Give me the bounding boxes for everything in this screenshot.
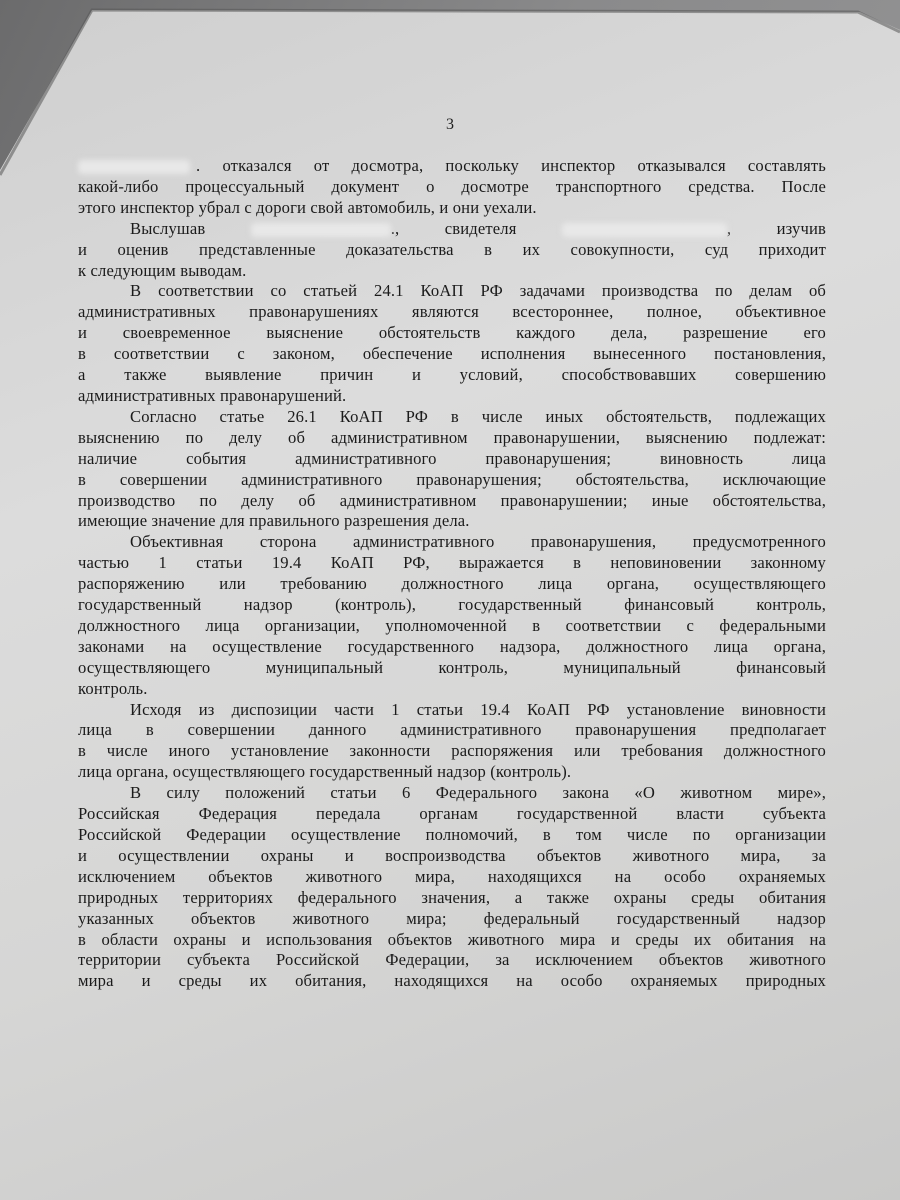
paragraph-2: [78, 219, 826, 282]
text-line: частью 1 статьи 19.4 КоАП РФ, выражается в неповиновении законному: [78, 553, 826, 573]
text-line: Российской Федерации осуществление полномочий, в том числе по организации: [78, 825, 826, 844]
text-line: в числе иного установление законности распоряжения или требования должностного: [78, 741, 826, 761]
paragraph-7: [78, 783, 826, 992]
text-line: Согласно статье 26.1 КоАП РФ в числе иных обстоятельств, подлежащих: [130, 406, 826, 426]
text-line: административных правонарушений.: [78, 385, 347, 405]
document-body: [78, 156, 826, 992]
text-line: В соответствии со статьей 24.1 КоАП РФ задачами производства по делам об: [130, 281, 826, 301]
text-line: административных правонарушениях являются всестороннее, полное, объективное: [78, 302, 826, 322]
text-line: . отказался от досмотра, поскольку инспектор отказывался составлять: [78, 156, 826, 177]
text-line: исключением объектов животного мира, находящихся на особо охраняемых: [78, 866, 826, 886]
text-line: к следующим выводам.: [78, 260, 247, 280]
text-line: распоряжению или требованию должностного лица органа, осуществляющего: [78, 574, 826, 594]
paragraph-6: [78, 700, 826, 784]
redacted-name: [251, 223, 391, 237]
text-line: Объективная сторона административного правонарушения, предусмотренного: [130, 532, 826, 552]
text-line: Исходя из диспозиции части 1 статьи 19.4 КоАП РФ установление виновности: [130, 699, 826, 719]
paragraph-1: [78, 156, 826, 219]
text-line: мира и среды их обитания, находящихся на особо охраняемых природных: [78, 971, 826, 991]
text-line: в области охраны и использования объектов животного мира и среды их обитания на: [78, 929, 826, 949]
paragraph-3: [78, 281, 826, 406]
text-line: в совершении административного правонарушения; обстоятельства, исключающие: [78, 469, 826, 489]
text-line: указанных объектов животного мира; федеральный государственный надзор: [78, 908, 826, 928]
page-number: 3: [446, 116, 454, 133]
text-line: Выслушав ., свидетеля , изучив: [130, 218, 826, 238]
text-line: контроль.: [78, 678, 148, 698]
text-line: и своевременное выяснение обстоятельств каждого дела, разрешение его: [78, 323, 826, 343]
text-line: а также выявление причин и условий, способствовавших совершению: [78, 365, 826, 385]
text-line: производство по делу об административном правонарушении; иные обстоятельства,: [78, 490, 826, 510]
text-line: и осуществлении охраны и воспроизводства объектов животного мира, за: [78, 845, 826, 865]
text-line: имеющие значение для правильного разрешения дела.: [78, 511, 470, 531]
text-line: В силу положений статьи 6 Федерального закона «О животном мире»,: [130, 783, 826, 803]
text-line: какой-либо процессуальный документ о досмотре транспортного средства. После: [78, 176, 826, 196]
text-line: должностного лица организации, уполномоченной в соответствии с федеральными: [78, 615, 826, 635]
text-line: Российская Федерация передала органам государственной власти субъекта: [78, 804, 826, 824]
text-line: осуществляющего муниципальный контроль, муниципальный финансовый: [78, 657, 826, 677]
text-line: наличие события административного правонарушения; виновность лица: [78, 448, 826, 468]
text-line: лица в совершении данного административного правонарушения предполагает: [78, 720, 826, 740]
text-line: и оценив представленные доказательства в их совокупности, суд приходит: [78, 239, 826, 259]
text-line: выяснению по делу об административном правонарушении, выяснению подлежат:: [78, 427, 826, 447]
text-line: законами на осуществление государственного надзора, должностного лица органа,: [78, 636, 826, 656]
redacted-name: [78, 160, 190, 174]
redacted-name: [562, 223, 727, 237]
paragraph-5: [78, 532, 826, 699]
text-line: природных территориях федерального значения, а также охраны среды обитания: [78, 887, 826, 907]
text-line: в соответствии с законом, обеспечение исполнения вынесенного постановления,: [78, 344, 826, 364]
text-line: этого инспектор убрал с дороги свой автомобиль, и они уехали.: [78, 197, 537, 217]
paragraph-4: [78, 407, 826, 532]
text-line: лица органа, осуществляющего государственный надзор (контроль).: [78, 762, 572, 782]
text-line: территории субъекта Российской Федерации, за исключением объектов животного: [78, 950, 826, 970]
text-line: государственный надзор (контроль), государственный финансовый контроль,: [78, 595, 826, 615]
